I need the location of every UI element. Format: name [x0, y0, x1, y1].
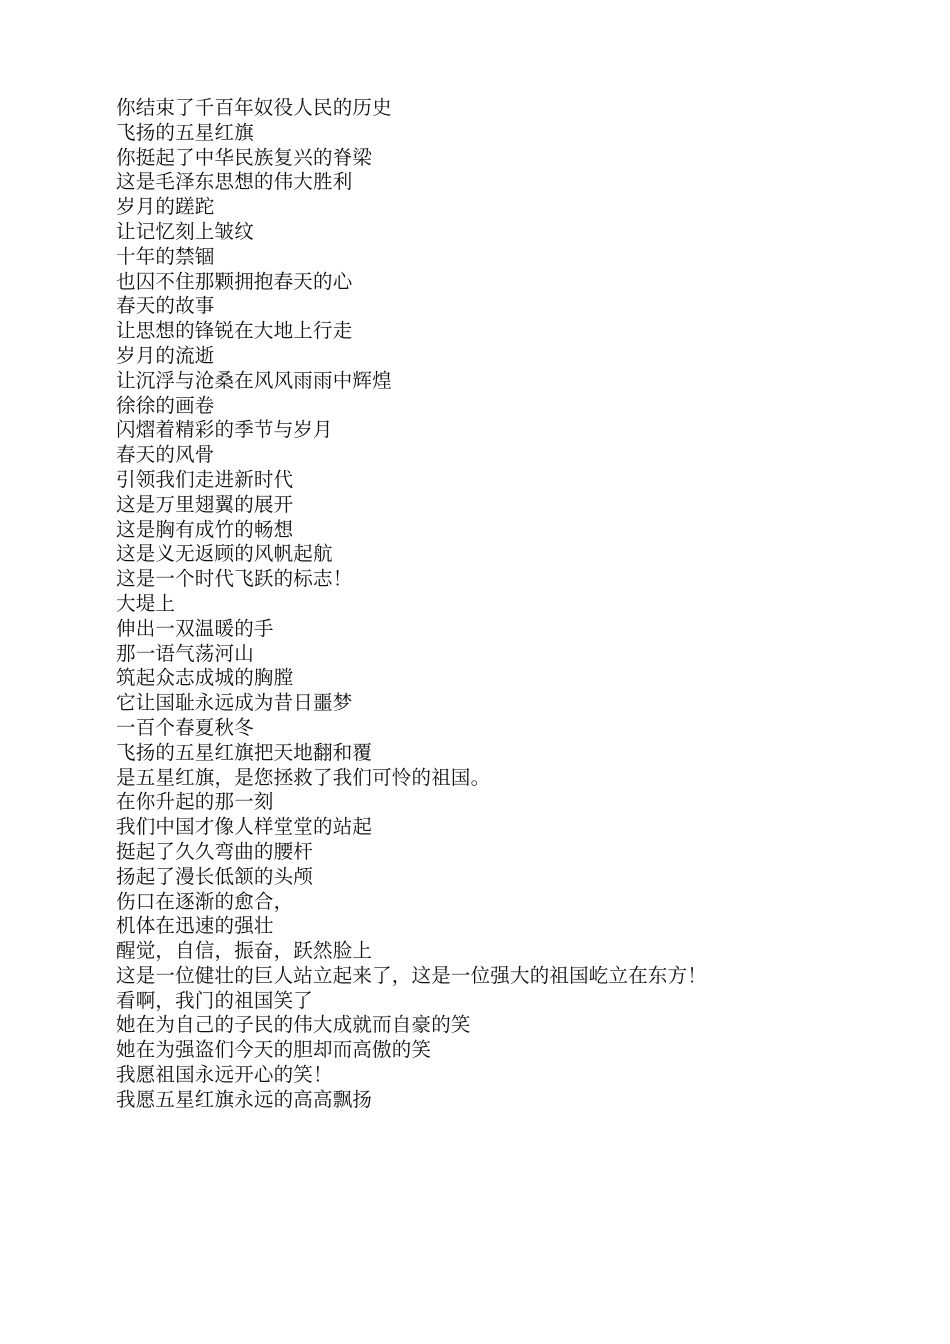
poem-line: 你结束了千百年奴役人民的历史 [116, 96, 392, 119]
poem-line: 这是毛泽东思想的伟大胜利 [116, 170, 353, 194]
poem-line: 是五星红旗，是您拯救了我们可怜的祖国。 [116, 765, 491, 789]
poem-line: 扬起了漫长低颔的头颅 [116, 864, 314, 888]
poem-line: 一百个春夏秋冬 [116, 715, 254, 739]
poem-line: 也囚不住那颗拥抱春天的心 [116, 269, 353, 293]
poem-line: 它让国耻永远成为昔日噩梦 [116, 691, 353, 715]
poem-body [116, 96, 916, 1113]
poem-line: 看啊，我门的祖国笑了 [116, 988, 314, 1012]
poem-line: 让沉浮与沧桑在风风雨雨中辉煌 [116, 368, 392, 392]
poem-line: 岁月的蹉跎 [116, 195, 215, 219]
poem-line: 飞扬的五星红旗 [116, 120, 254, 144]
poem-line: 伸出一双温暖的手 [116, 616, 274, 640]
poem-line: 这是万里翅翼的展开 [116, 492, 294, 516]
poem-line: 筑起众志成城的胸膛 [116, 666, 294, 690]
poem-line: 我愿祖国永远开心的笑！ [116, 1063, 333, 1087]
poem-line: 这是一个时代飞跃的标志！ [116, 567, 353, 591]
poem-line: 你挺起了中华民族复兴的脊梁 [116, 145, 373, 169]
poem-line: 这是义无返顾的风帆起航 [116, 542, 333, 566]
poem-line: 闪熠着精彩的季节与岁月 [116, 418, 333, 442]
poem-line: 我们中国才像人样堂堂的站起 [116, 815, 373, 839]
poem-line: 她在为自己的子民的伟大成就而自豪的笑 [116, 1013, 471, 1037]
poem-line: 醒觉，自信，振奋，跃然脸上 [116, 939, 373, 963]
poem-line: 让记忆刻上皱纹 [116, 219, 254, 243]
poem-line: 飞扬的五星红旗把天地翻和覆 [116, 740, 373, 764]
poem-line: 十年的禁锢 [116, 244, 215, 268]
poem-line: 那一语气荡河山 [116, 641, 254, 665]
poem-line: 她在为强盗们今天的胆却而高傲的笑 [116, 1038, 432, 1062]
poem-line: 这是一位健壮的巨人站立起来了，这是一位强大的祖国屹立在东方！ [116, 963, 708, 987]
poem-line: 机体在迅速的强壮 [116, 914, 274, 938]
poem-line: 大堤上 [116, 591, 176, 615]
poem-line: 春天的风骨 [116, 443, 215, 467]
poem-line: 挺起了久久弯曲的腰杆 [116, 839, 314, 863]
poem-line: 徐徐的画卷 [116, 393, 215, 417]
poem-line: 伤口在逐渐的愈合， [116, 889, 294, 913]
poem-line: 这是胸有成竹的畅想 [116, 517, 294, 541]
poem-line: 在你升起的那一刻 [116, 790, 274, 814]
poem-line: 引领我们走进新时代 [116, 467, 294, 491]
poem-line: 我愿五星红旗永远的高高飘扬 [116, 1087, 373, 1111]
poem-line: 让思想的锋锐在大地上行走 [116, 319, 353, 343]
poem-line: 岁月的流逝 [116, 343, 215, 367]
poem-line: 春天的故事 [116, 294, 215, 318]
